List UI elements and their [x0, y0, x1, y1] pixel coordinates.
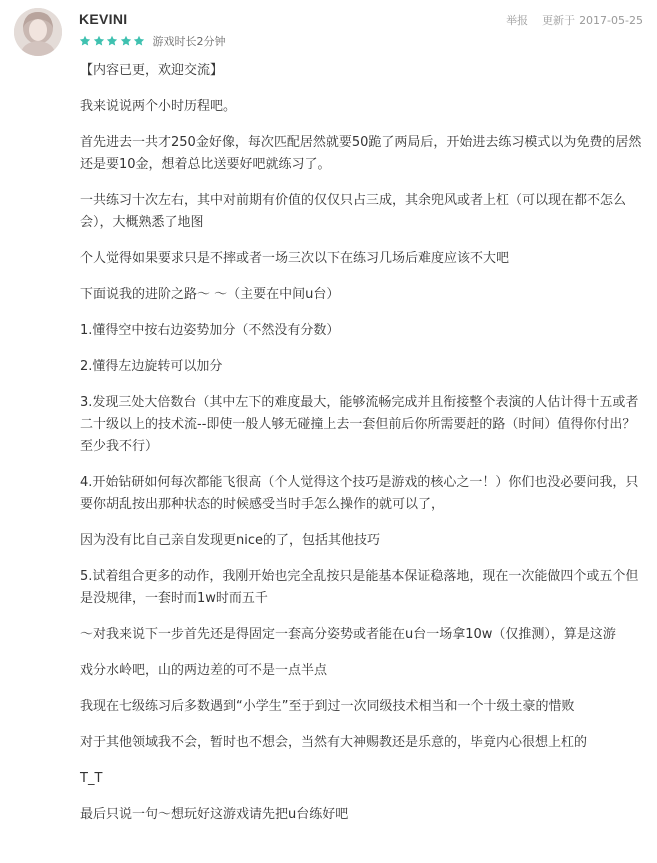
- updated-date: 2017-05-25: [579, 13, 643, 27]
- review-paragraph: 我现在七级练习后多数遇到“小学生”至于到过一次同级技术相当和一个十级土豪的惜败: [80, 699, 575, 714]
- review-paragraph: 1.懂得空中按右边姿势加分（不然没有分数）: [80, 323, 340, 338]
- review-paragraph: 首先进去一共才250金好像，每次匹配居然就要50跪了两局后，开始进去练习模式以为免费的居然还是要10金，想着总比送要好吧就练习了。: [80, 135, 642, 172]
- review-paragraph: 戏分水岭吧，山的两边差的可不是一点半点: [80, 663, 328, 678]
- rating-row: [79, 34, 226, 48]
- review-paragraph: 4.开始钻研如何每次都能飞很高（个人觉得这个技巧是游戏的核心之一！）你们也没必要问我，只要你胡乱按出那种状态的时候感受当时手怎么操作的就可以了，: [80, 475, 639, 512]
- review-paragraph: 一共练习十次左右，其中对前期有价值的仅仅只占三成，其余兜风或者上杠（可以现在都不怎么会），大概熟悉了地图: [80, 193, 627, 230]
- review-paragraph: 因为没有比自己亲自发现更nice的了，包括其他技巧: [80, 533, 380, 548]
- avatar[interactable]: [14, 8, 62, 56]
- report-button[interactable]: 举报: [506, 14, 529, 27]
- star-rating: [79, 35, 147, 47]
- star-icon: [79, 35, 91, 47]
- review-meta: [506, 12, 643, 28]
- playtime-label: 游戏时长2分钟: [152, 35, 226, 48]
- updated-label: 更新于: [542, 14, 576, 27]
- review-body: [80, 60, 648, 840]
- review-paragraph: ～对我来说下一步首先还是得固定一套高分姿势或者能在u台一场拿10w（仅推测），算是这游: [80, 627, 616, 642]
- username[interactable]: KEVINI: [79, 11, 128, 27]
- review-paragraph: 我来说说两个小时历程吧。: [80, 99, 237, 114]
- review-paragraph: 对于其他领域我不会，暂时也不想会，当然有大神赐教还是乐意的，毕竟内心很想上杠的: [80, 735, 588, 750]
- star-icon: [106, 35, 118, 47]
- review-paragraph: 下面说我的进阶之路～ ～（主要在中间u台）: [80, 287, 340, 302]
- avatar-image-icon: [14, 8, 62, 56]
- review-paragraph: 个人觉得如果要求只是不摔或者一场三次以下在练习几场后难度应该不大吧: [80, 251, 510, 266]
- review-paragraph: 最后只说一句～想玩好这游戏请先把u台练好吧: [80, 807, 349, 822]
- star-icon: [93, 35, 105, 47]
- review-paragraph: T_T: [80, 771, 103, 786]
- review-paragraph: 5.试着组合更多的动作，我刚开始也完全乱按只是能基本保证稳落地，现在一次能做四个或五个但是没规律，一套时而1w时而五千: [80, 569, 639, 606]
- review-paragraph: 【内容已更，欢迎交流】: [80, 63, 224, 78]
- review-paragraph: 3.发现三处大倍数台（其中左下的难度最大，能够流畅完成并且衔接整个表演的人估计得十五或者二十级以上的技术流--即使一般人够无碰撞上去一套但前后你所需要赶的路（时间）值得你付出？至少我不行）: [80, 395, 639, 454]
- review-paragraph: 2.懂得左边旋转可以加分: [80, 359, 223, 374]
- star-icon: [133, 35, 145, 47]
- star-icon: [120, 35, 132, 47]
